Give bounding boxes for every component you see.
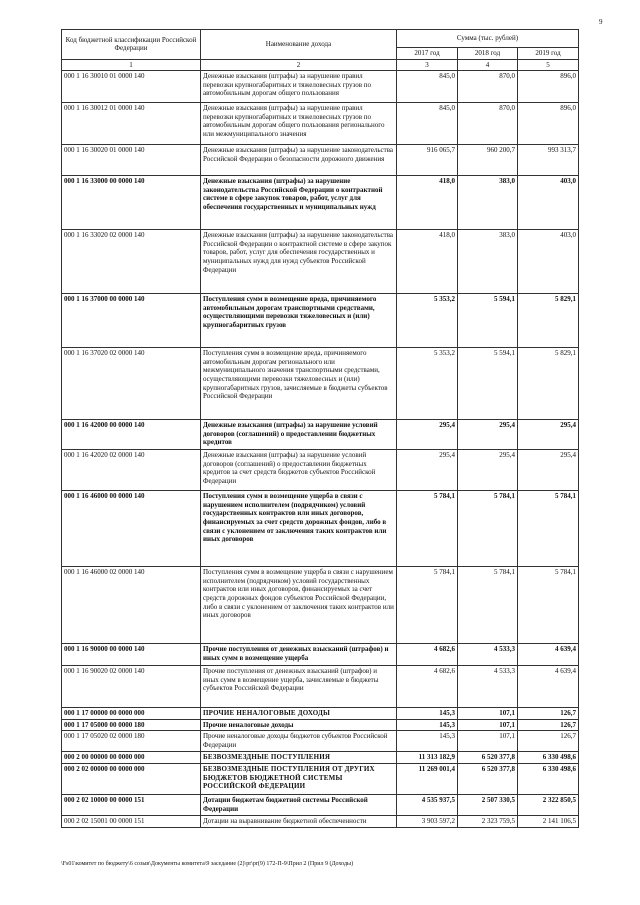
row-code: 000 1 16 37000 00 0000 140 <box>62 294 201 348</box>
row-name: Прочие неналоговые доходы бюджетов субъектов Российской Федерации <box>201 731 397 752</box>
row-code: 000 2 02 10000 00 0000 151 <box>62 794 201 815</box>
table-row <box>62 420 579 450</box>
sum-column-header: Сумма (тыс. рублей) <box>397 30 579 48</box>
value-2017: 145,3 <box>397 708 458 720</box>
row-code: 000 1 16 90020 02 0000 140 <box>62 666 201 708</box>
row-code: 000 1 16 37020 02 0000 140 <box>62 348 201 420</box>
column-number: 2 <box>201 59 397 71</box>
value-2017: 4 682,6 <box>397 644 458 666</box>
row-code: 000 2 02 15001 00 0000 151 <box>62 815 201 827</box>
row-code: 000 1 16 42020 02 0000 140 <box>62 450 201 491</box>
table-row <box>62 294 579 348</box>
value-2018: 107,1 <box>458 708 518 720</box>
value-2019: 295,4 <box>518 420 579 450</box>
table-row <box>62 145 579 176</box>
value-2018: 107,1 <box>458 719 518 731</box>
row-code: 000 1 16 33000 00 0000 140 <box>62 176 201 230</box>
value-2019: 126,7 <box>518 708 579 720</box>
table-row <box>62 230 579 294</box>
value-2018: 295,4 <box>458 420 518 450</box>
value-2018: 5 594,1 <box>458 294 518 348</box>
value-2017: 418,0 <box>397 176 458 230</box>
value-2017: 5 353,2 <box>397 348 458 420</box>
value-2018: 5 784,1 <box>458 567 518 644</box>
value-2017: 418,0 <box>397 230 458 294</box>
table-row <box>62 348 579 420</box>
row-code: 000 1 16 30012 01 0000 140 <box>62 103 201 145</box>
value-2019: 2 141 106,5 <box>518 815 579 827</box>
year-2018-header: 2018 год <box>458 48 518 60</box>
value-2018: 4 533,3 <box>458 666 518 708</box>
file-path-footer: \Fs01\комитет по бюджету\6 созыв\Документы комитета\9 заседание (2)\pr\pr(9) 172-П-9\Прил 2 (Прил 9 (Доходы) <box>61 861 354 867</box>
value-2017: 11 313 182,9 <box>397 752 458 764</box>
year-2019-header: 2019 год <box>518 48 579 60</box>
value-2017: 4 535 937,5 <box>397 794 458 815</box>
table-row <box>62 708 579 720</box>
row-code: 000 2 00 00000 00 0000 000 <box>62 752 201 764</box>
value-2017: 295,4 <box>397 450 458 491</box>
value-2018: 2 323 759,5 <box>458 815 518 827</box>
value-2019: 126,7 <box>518 719 579 731</box>
row-name: Прочие неналоговые доходы <box>201 719 397 731</box>
row-name: Дотации на выравнивание бюджетной обеспеченности <box>201 815 397 827</box>
value-2019: 5 829,1 <box>518 294 579 348</box>
value-2018: 383,0 <box>458 176 518 230</box>
row-name: Денежные взыскания (штрафы) за нарушение правил перевозки крупногабаритных и тяжеловесных грузов по автомобильным дорогам общего пользования регионального или межмуниципального значения <box>201 103 397 145</box>
row-name: Денежные взыскания (штрафы) за нарушение законодательства Российской Федерации о контрактной системе в сфере закупок товаров, работ, услуг для обеспечения государственных и муниципальных нужд <box>201 176 397 230</box>
value-2018: 960 200,7 <box>458 145 518 176</box>
value-2019: 4 639,4 <box>518 666 579 708</box>
value-2018: 5 784,1 <box>458 491 518 567</box>
value-2019: 295,4 <box>518 450 579 491</box>
column-number: 3 <box>397 59 458 71</box>
value-2018: 6 520 377,8 <box>458 763 518 794</box>
table-row <box>62 103 579 145</box>
value-2017: 145,3 <box>397 719 458 731</box>
table-row <box>62 71 579 103</box>
value-2019: 6 330 498,6 <box>518 763 579 794</box>
value-2017: 916 065,7 <box>397 145 458 176</box>
code-column-header: Код бюджетной классификации Российской Федерации <box>62 30 201 60</box>
table-row <box>62 815 579 827</box>
row-code: 000 1 16 90000 00 0000 140 <box>62 644 201 666</box>
value-2019: 5 784,1 <box>518 491 579 567</box>
page-number: 9 <box>599 18 603 26</box>
table-row <box>62 719 579 731</box>
value-2019: 403,0 <box>518 176 579 230</box>
value-2018: 5 594,1 <box>458 348 518 420</box>
row-code: 000 1 16 30020 01 0000 140 <box>62 145 201 176</box>
value-2017: 5 784,1 <box>397 567 458 644</box>
table-row <box>62 491 579 567</box>
row-name: Поступления сумм в возмещение вреда, причиняемого автомобильным дорогам регионального или межмуниципального значения транспортными средствами, осуществляющими перевозки тяжеловесных и (или) крупногабаритных грузов, зачисляемые в бюджеты субъектов Российской Федерации <box>201 348 397 420</box>
row-name: Поступления сумм в возмещение ущерба в связи с нарушением исполнителем (подрядчиком) условий государственных контрактов или иных договоров, финансируемых за счет средств дорожных фондов субъектов Российской Федерации, либо в связи с уклонением от заключения таких контрактов или иных договоров <box>201 567 397 644</box>
row-name: БЕЗВОЗМЕЗДНЫЕ ПОСТУПЛЕНИЯ <box>201 752 397 764</box>
row-code: 000 1 17 00000 00 0000 000 <box>62 708 201 720</box>
value-2019: 5 829,1 <box>518 348 579 420</box>
row-name: Денежные взыскания (штрафы) за нарушение законодательства Российской Федерации о контрактной системе в сфере закупок товаров, работ, услуг для обеспечения государственных и муниципальных нужд для нужд субъектов Российской Федерации <box>201 230 397 294</box>
revenue-table <box>61 29 579 828</box>
table-body <box>62 71 579 828</box>
value-2018: 383,0 <box>458 230 518 294</box>
column-number: 1 <box>62 59 201 71</box>
value-2019: 4 639,4 <box>518 644 579 666</box>
table-row <box>62 731 579 752</box>
value-2018: 870,0 <box>458 71 518 103</box>
value-2018: 295,4 <box>458 450 518 491</box>
value-2017: 845,0 <box>397 103 458 145</box>
row-name: Дотации бюджетам бюджетной системы Российской Федерации <box>201 794 397 815</box>
value-2017: 3 903 597,2 <box>397 815 458 827</box>
value-2017: 5 353,2 <box>397 294 458 348</box>
table-row <box>62 763 579 794</box>
row-code: 000 1 17 05020 02 0000 180 <box>62 731 201 752</box>
row-name: Денежные взыскания (штрафы) за нарушение законодательства Российской Федерации о безопасности дорожного движения <box>201 145 397 176</box>
table-row <box>62 644 579 666</box>
value-2017: 5 784,1 <box>397 491 458 567</box>
name-column-header: Наименование дохода <box>201 30 397 60</box>
column-number: 5 <box>518 59 579 71</box>
value-2018: 107,1 <box>458 731 518 752</box>
value-2019: 896,0 <box>518 103 579 145</box>
table-header <box>62 30 579 71</box>
table-row <box>62 666 579 708</box>
table-row <box>62 176 579 230</box>
row-name: БЕЗВОЗМЕЗДНЫЕ ПОСТУПЛЕНИЯ ОТ ДРУГИХ БЮДЖЕТОВ БЮДЖЕТНОЙ СИСТЕМЫ РОССИЙСКОЙ ФЕДЕРАЦИИ <box>201 763 397 794</box>
row-name: Денежные взыскания (штрафы) за нарушение условий договоров (соглашений) о предоставлении бюджетных кредитов <box>201 420 397 450</box>
table-row <box>62 752 579 764</box>
value-2019: 993 313,7 <box>518 145 579 176</box>
row-code: 000 1 17 05000 00 0000 180 <box>62 719 201 731</box>
value-2017: 145,3 <box>397 731 458 752</box>
row-name: Прочие поступления от денежных взысканий (штрафов) и иных сумм в возмещение ущерба, зачисляемые в бюджеты субъектов Российской Федерации <box>201 666 397 708</box>
value-2018: 6 520 377,8 <box>458 752 518 764</box>
table-row <box>62 794 579 815</box>
value-2019: 6 330 498,6 <box>518 752 579 764</box>
row-code: 000 1 16 33020 02 0000 140 <box>62 230 201 294</box>
row-name: Денежные взыскания (штрафы) за нарушение условий договоров (соглашений) о предоставлении бюджетных кредитов за счет средств бюджетов субъектов Российской Федерации <box>201 450 397 491</box>
value-2017: 295,4 <box>397 420 458 450</box>
row-name: Денежные взыскания (штрафы) за нарушение правил перевозки крупногабаритных и тяжеловесных грузов по автомобильным дорогам общего пользования <box>201 71 397 103</box>
value-2018: 2 507 330,5 <box>458 794 518 815</box>
row-name: Поступления сумм в возмещение вреда, причиняемого автомобильным дорогам транспортными средствами, осуществляющими перевозки тяжеловесных и (или) крупногабаритных грузов <box>201 294 397 348</box>
value-2017: 11 269 001,4 <box>397 763 458 794</box>
row-code: 000 1 16 42000 00 0000 140 <box>62 420 201 450</box>
value-2019: 126,7 <box>518 731 579 752</box>
row-code: 000 1 16 46000 00 0000 140 <box>62 491 201 567</box>
year-2017-header: 2017 год <box>397 48 458 60</box>
value-2019: 896,0 <box>518 71 579 103</box>
table-row <box>62 450 579 491</box>
value-2018: 4 533,3 <box>458 644 518 666</box>
row-name: ПРОЧИЕ НЕНАЛОГОВЫЕ ДОХОДЫ <box>201 708 397 720</box>
row-code: 000 1 16 46000 02 0000 140 <box>62 567 201 644</box>
value-2019: 5 784,1 <box>518 567 579 644</box>
value-2019: 2 322 850,5 <box>518 794 579 815</box>
column-number: 4 <box>458 59 518 71</box>
table-row <box>62 567 579 644</box>
row-code: 000 1 16 30010 01 0000 140 <box>62 71 201 103</box>
row-name: Прочие поступления от денежных взысканий (штрафов) и иных сумм в возмещение ущерба <box>201 644 397 666</box>
value-2018: 870,0 <box>458 103 518 145</box>
row-name: Поступления сумм в возмещение ущерба в связи с нарушением исполнителем (подрядчиком) условий государственных контрактов или иных договоров, финансируемых за счет средств дорожных фондов, либо в связи с уклонением от заключения таких контрактов или иных договоров <box>201 491 397 567</box>
value-2017: 4 682,6 <box>397 666 458 708</box>
row-code: 000 2 02 00000 00 0000 000 <box>62 763 201 794</box>
value-2017: 845,0 <box>397 71 458 103</box>
value-2019: 403,0 <box>518 230 579 294</box>
